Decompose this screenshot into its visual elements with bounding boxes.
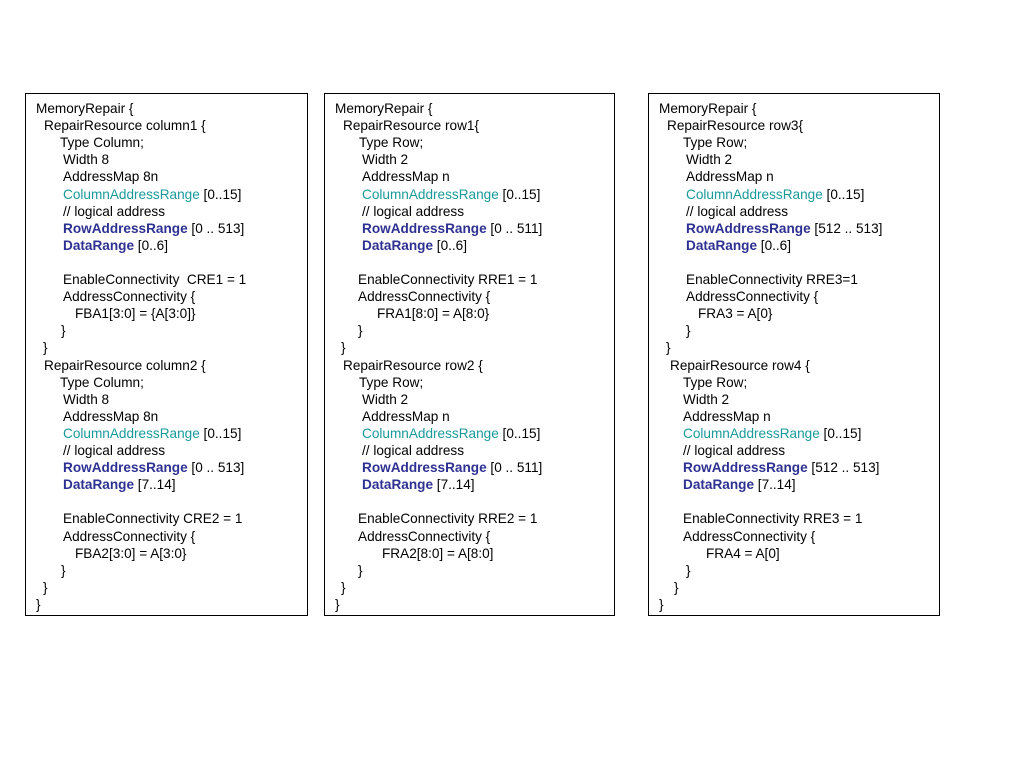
code-text: // logical address (362, 443, 465, 458)
code-line (63, 237, 168, 254)
code-line (341, 579, 346, 596)
code-text: AddressConnectivity { (358, 289, 491, 305)
code-line (61, 322, 66, 339)
code-line (63, 151, 109, 168)
code-text: [7..14] (433, 477, 475, 493)
code-line (667, 117, 803, 134)
code-line (63, 425, 241, 442)
code-line (686, 186, 864, 203)
code-line (362, 476, 475, 493)
code-line (683, 425, 861, 442)
code-text: EnableConnectivity CRE2 = 1 (63, 511, 243, 527)
code-text: Width 2 (362, 391, 409, 407)
code-line (358, 510, 537, 527)
code-line (343, 117, 479, 134)
code-text: [0 .. 513] (187, 220, 245, 236)
code-line (63, 408, 158, 425)
code-text: EnableConnectivity RRE3 = 1 (683, 511, 863, 527)
column-address-range-keyword: ColumnAddressRange (63, 186, 200, 202)
code-line (63, 220, 244, 237)
code-text: AddressConnectivity { (686, 289, 819, 305)
code-line (686, 271, 858, 288)
code-text: FRA4 = A[0] (706, 545, 780, 561)
code-line (686, 562, 691, 579)
code-text: MemoryRepair { (36, 101, 134, 116)
code-line (60, 134, 144, 151)
code-line (359, 374, 423, 391)
code-text: FRA2[8:0] = A[8:0] (382, 545, 494, 561)
code-text: [0..6] (433, 237, 468, 253)
code-text: MemoryRepair { (659, 101, 757, 116)
code-text: EnableConnectivity RRE1 = 1 (358, 272, 538, 287)
code-text: Type Row; (359, 374, 424, 390)
code-line (63, 168, 158, 185)
code-text: // logical address (63, 203, 166, 219)
code-text: AddressMap 8n (63, 408, 159, 424)
code-line (670, 357, 810, 374)
code-line (63, 186, 241, 203)
code-text: AddressMap n (686, 169, 774, 185)
code-line (335, 100, 432, 117)
code-line (659, 100, 756, 117)
code-line (706, 545, 780, 562)
code-line (36, 596, 41, 613)
code-line (44, 117, 206, 134)
data-range-keyword: DataRange (63, 237, 135, 253)
code-line (683, 374, 747, 391)
code-line (359, 134, 423, 151)
code-line (63, 271, 246, 288)
code-text: } (686, 562, 691, 578)
code-line (358, 322, 363, 339)
code-block-row-repair-3-4 (648, 93, 940, 616)
code-text: // logical address (63, 443, 166, 458)
code-text: // logical address (683, 443, 786, 458)
code-text: Type Column; (60, 135, 144, 151)
code-text: [512 .. 513] (807, 460, 880, 476)
code-text: RepairResource row4 { (670, 357, 810, 373)
code-text: FBA1[3:0] = {A[3:0]} (75, 306, 196, 322)
code-text: [0 .. 513] (187, 460, 245, 476)
code-text: AddressConnectivity { (358, 528, 491, 544)
code-text: RepairResource column2 { (44, 357, 206, 373)
code-line (362, 203, 464, 220)
row-address-range-keyword: RowAddressRange (686, 220, 811, 236)
code-text: RepairResource column1 { (44, 118, 206, 134)
code-text: } (61, 562, 66, 578)
code-line (377, 305, 489, 322)
data-range-keyword: DataRange (683, 477, 755, 493)
code-line (683, 476, 796, 493)
code-line (686, 220, 882, 237)
code-line (686, 168, 774, 185)
code-line (358, 562, 363, 579)
code-block-column-repair (25, 93, 308, 616)
code-text: Width 8 (63, 152, 110, 168)
code-text: RepairResource row1{ (343, 118, 480, 134)
code-text: [0 .. 511] (486, 220, 543, 236)
code-text: [7..14] (134, 477, 176, 493)
code-line (358, 271, 537, 288)
code-line (36, 100, 133, 117)
code-line (362, 459, 542, 476)
code-line (666, 339, 671, 356)
code-text: [0..15] (498, 425, 541, 441)
column-address-range-keyword: ColumnAddressRange (362, 186, 499, 202)
column-address-range-keyword: ColumnAddressRange (683, 425, 820, 441)
code-text: } (43, 340, 48, 356)
code-line (683, 510, 862, 527)
code-line (362, 408, 450, 425)
data-range-keyword: DataRange (63, 477, 135, 493)
code-text: [0..15] (199, 425, 242, 441)
row-address-range-keyword: RowAddressRange (683, 460, 808, 476)
data-range-keyword: DataRange (686, 237, 758, 253)
code-text: EnableConnectivity RRE3=1 (686, 272, 858, 287)
code-text: // logical address (362, 203, 465, 219)
code-line (686, 203, 788, 220)
column-address-range-keyword: ColumnAddressRange (362, 425, 499, 441)
code-text: } (61, 323, 66, 339)
code-text: Type Row; (683, 135, 748, 151)
code-line (686, 237, 791, 254)
code-line (335, 596, 340, 613)
code-line (63, 442, 165, 459)
code-text: // logical address (686, 203, 789, 219)
code-line (382, 545, 493, 562)
column-address-range-keyword: ColumnAddressRange (63, 425, 200, 441)
code-text: FRA1[8:0] = A[8:0} (377, 306, 490, 322)
code-text: AddressConnectivity { (63, 528, 196, 544)
data-range-keyword: DataRange (362, 477, 434, 493)
code-text: [0..15] (819, 425, 862, 441)
code-line (61, 562, 66, 579)
code-text: AddressMap n (362, 169, 450, 185)
code-text: [0..15] (199, 186, 242, 202)
code-text: AddressConnectivity { (683, 528, 816, 544)
code-line (686, 288, 818, 305)
code-text: [512 .. 513] (810, 220, 883, 236)
row-address-range-keyword: RowAddressRange (362, 220, 487, 236)
code-line (63, 288, 195, 305)
code-line (362, 442, 464, 459)
code-text: MemoryRepair { (335, 101, 433, 116)
code-line (343, 357, 483, 374)
code-line (683, 408, 771, 425)
code-text: } (341, 579, 346, 595)
code-line (63, 459, 244, 476)
code-line (358, 288, 490, 305)
code-line (674, 579, 679, 596)
code-line (43, 579, 48, 596)
code-line (362, 151, 408, 168)
code-line (75, 545, 186, 562)
code-text: [0..15] (822, 186, 865, 202)
code-line (683, 528, 815, 545)
code-line (63, 391, 109, 408)
row-address-range-keyword: RowAddressRange (362, 460, 487, 476)
code-text: EnableConnectivity CRE1 = 1 (63, 272, 247, 287)
code-block-row-repair-1-2 (324, 93, 615, 616)
code-text: [7..14] (754, 477, 796, 493)
code-line (44, 357, 206, 374)
code-line (63, 476, 176, 493)
code-line (362, 237, 467, 254)
code-line (362, 391, 408, 408)
code-text: FRA3 = A[0} (698, 306, 773, 322)
code-text: RepairResource row2 { (343, 357, 483, 373)
code-text: Width 8 (63, 391, 110, 407)
code-text: } (674, 579, 679, 595)
code-line (683, 391, 729, 408)
code-text: } (36, 596, 41, 612)
code-line (60, 374, 144, 391)
code-line (683, 459, 879, 476)
code-text: AddressConnectivity { (63, 289, 196, 305)
code-text: } (358, 323, 363, 339)
code-line (683, 134, 747, 151)
code-text: FBA2[3:0] = A[3:0} (75, 545, 187, 561)
code-text: [0..6] (757, 237, 792, 253)
code-line (686, 322, 691, 339)
code-text: Width 2 (362, 152, 409, 168)
code-text: } (686, 323, 691, 339)
code-text: } (358, 562, 363, 578)
code-line (341, 339, 346, 356)
code-text: AddressMap 8n (63, 169, 159, 185)
code-text: [0..6] (134, 237, 169, 253)
code-line (686, 151, 732, 168)
code-text: [0 .. 511] (486, 460, 543, 476)
code-line (63, 510, 242, 527)
code-text: Width 2 (683, 391, 730, 407)
code-line (698, 305, 772, 322)
code-line (362, 186, 540, 203)
code-text: [0..15] (498, 186, 541, 202)
code-line (362, 220, 542, 237)
code-line (63, 203, 165, 220)
code-text: Type Column; (60, 374, 144, 390)
code-text: RepairResource row3{ (667, 118, 804, 134)
code-line (659, 596, 664, 613)
code-line (358, 528, 490, 545)
code-text: } (341, 340, 346, 356)
code-line (362, 425, 540, 442)
code-text: } (666, 340, 671, 356)
code-text: } (659, 596, 664, 612)
code-text: } (335, 596, 340, 612)
code-text: AddressMap n (362, 408, 450, 424)
code-text: Type Row; (683, 374, 748, 390)
code-text: } (43, 579, 48, 595)
code-text: EnableConnectivity RRE2 = 1 (358, 511, 538, 527)
data-range-keyword: DataRange (362, 237, 434, 253)
row-address-range-keyword: RowAddressRange (63, 460, 188, 476)
row-address-range-keyword: RowAddressRange (63, 220, 188, 236)
code-line (63, 528, 195, 545)
column-address-range-keyword: ColumnAddressRange (686, 186, 823, 202)
code-text: Type Row; (359, 135, 424, 151)
code-line (75, 305, 196, 322)
code-line (683, 442, 785, 459)
code-line (362, 168, 450, 185)
code-line (43, 339, 48, 356)
code-text: AddressMap n (683, 408, 771, 424)
code-text: Width 2 (686, 152, 733, 168)
